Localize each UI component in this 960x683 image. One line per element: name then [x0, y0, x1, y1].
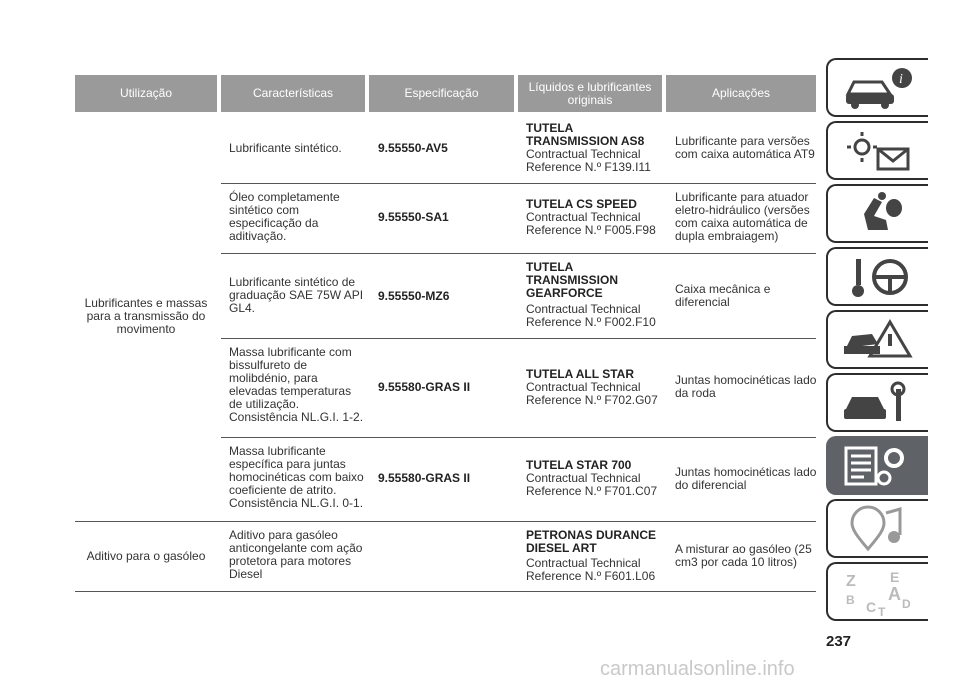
tab-safety[interactable] [826, 184, 928, 243]
tab-multimedia[interactable] [826, 499, 928, 558]
row3-especificacao: 9.55550-MZ6 [378, 289, 450, 303]
car-info-icon [838, 64, 918, 112]
warning-light-message-icon [838, 127, 918, 175]
key-steering-wheel-icon [838, 253, 918, 301]
svg-text:B: B [846, 592, 855, 607]
tab-index[interactable] [826, 562, 928, 621]
row2-separator [221, 253, 816, 254]
row1-especificacao: 9.55550-AV5 [378, 141, 448, 155]
row1-separator [221, 183, 816, 184]
svg-text:Z: Z [846, 572, 856, 590]
row4-referencia: Contractual Technical Reference N.º F702.G07 [526, 380, 658, 407]
row4-caracteristicas: Massa lubrificante com bissulfureto de molibdénio, para elevadas temperaturas de utilização. Consistência NL.G.I. 1-2. [229, 345, 364, 424]
svg-text:i: i [899, 71, 903, 87]
header-aplicacoes: Aplicações [666, 75, 816, 112]
car-tools-icon [838, 379, 918, 427]
tab-car-info[interactable] [826, 58, 928, 117]
row5-especificacao: 9.55580-GRAS II [378, 471, 471, 485]
header-caracteristicas: Características [221, 75, 365, 112]
seat-airbag-icon [838, 190, 918, 238]
row3-referencia: Contractual Technical Reference N.º F002.F10 [526, 302, 656, 329]
tab-maintenance[interactable] [826, 373, 928, 432]
row6-produto: PETRONAS DURANCE DIESEL ART [526, 528, 657, 555]
row5-referencia: Contractual Technical Reference N.º F701.C07 [526, 471, 658, 498]
header-liquidos: Líquidos e lubrificantes originais [518, 75, 662, 112]
svg-text:D: D [902, 596, 911, 611]
alphabet-index-icon [838, 568, 918, 616]
row1-aplicacao: Lubrificante para versões com caixa automática AT9 [675, 134, 815, 161]
row2-caracteristicas: Óleo completamente sintético com especificação da aditivação. [229, 190, 340, 243]
tab-emergency[interactable] [826, 310, 928, 369]
svg-text:C: C [866, 598, 877, 615]
row5-produto: TUTELA STAR 700 [526, 458, 632, 472]
row6-aplicacao: A misturar ao gasóleo (25 cm3 por cada 10 litros) [675, 542, 812, 569]
row3-aplicacao: Caixa mecânica e diferencial [675, 282, 771, 309]
row1-produto: TUTELA TRANSMISSION AS8 [526, 121, 645, 148]
specs-gear-icon [838, 442, 918, 490]
svg-text:A: A [888, 583, 901, 604]
row4-aplicacao: Juntas homocinéticas lado da roda [675, 373, 817, 400]
group-aditivo: Aditivo para o gasóleo [86, 549, 206, 563]
tab-warning-lights[interactable] [826, 121, 928, 180]
row4-separator [221, 437, 816, 438]
row2-produto: TUTELA CS SPEED [526, 197, 637, 211]
row6-referencia: Contractual Technical Reference N.º F601.L06 [526, 556, 656, 583]
group-separator [75, 521, 816, 522]
row3-separator [221, 338, 816, 339]
row2-referencia: Contractual Technical Reference N.º F005.F98 [526, 210, 656, 237]
tab-technical-specs[interactable] [826, 436, 928, 495]
row4-produto: TUTELA ALL STAR [526, 367, 634, 381]
row3-caracteristicas: Lubrificante sintético de graduação SAE 75W API GL4. [229, 275, 364, 315]
row1-referencia: Contractual Technical Reference N.º F139.I11 [526, 147, 651, 174]
row4-especificacao: 9.55580-GRAS II [378, 380, 471, 394]
table-bottom-line [75, 591, 816, 592]
row5-caracteristicas: Massa lubrificante específica para juntas homocinéticas com baixo coeficiente de atrito. Consistência NL.G.I. 0-1. [229, 444, 364, 510]
row2-aplicacao: Lubrificante para atuador eletro-hidráulico (versões com caixa automática de dupla embraiagem) [675, 190, 810, 243]
svg-text:T: T [878, 604, 886, 616]
navigation-music-icon [838, 505, 918, 553]
row6-caracteristicas: Aditivo para gasóleo anticongelante com ação protetora para motores Diesel [229, 528, 363, 581]
group-lubrificantes: Lubrificantes e massas para a transmissão do movimento [84, 296, 208, 336]
page-number: 237 [826, 633, 852, 650]
row1-caracteristicas: Lubrificante sintético. [229, 141, 342, 155]
header-utilizacao: Utilização [75, 75, 217, 112]
tab-starting-driving[interactable] [826, 247, 928, 306]
row2-especificacao: 9.55550-SA1 [378, 210, 449, 224]
svg-text:E: E [890, 568, 900, 585]
header-especificacao: Especificação [369, 75, 514, 112]
car-crash-warning-icon [838, 316, 918, 364]
row3-produto: TUTELA TRANSMISSION GEARFORCE [526, 260, 619, 300]
row5-aplicacao: Juntas homocinéticas lado do diferencial [675, 465, 817, 492]
watermark: carmanualsonline.info [600, 658, 795, 680]
